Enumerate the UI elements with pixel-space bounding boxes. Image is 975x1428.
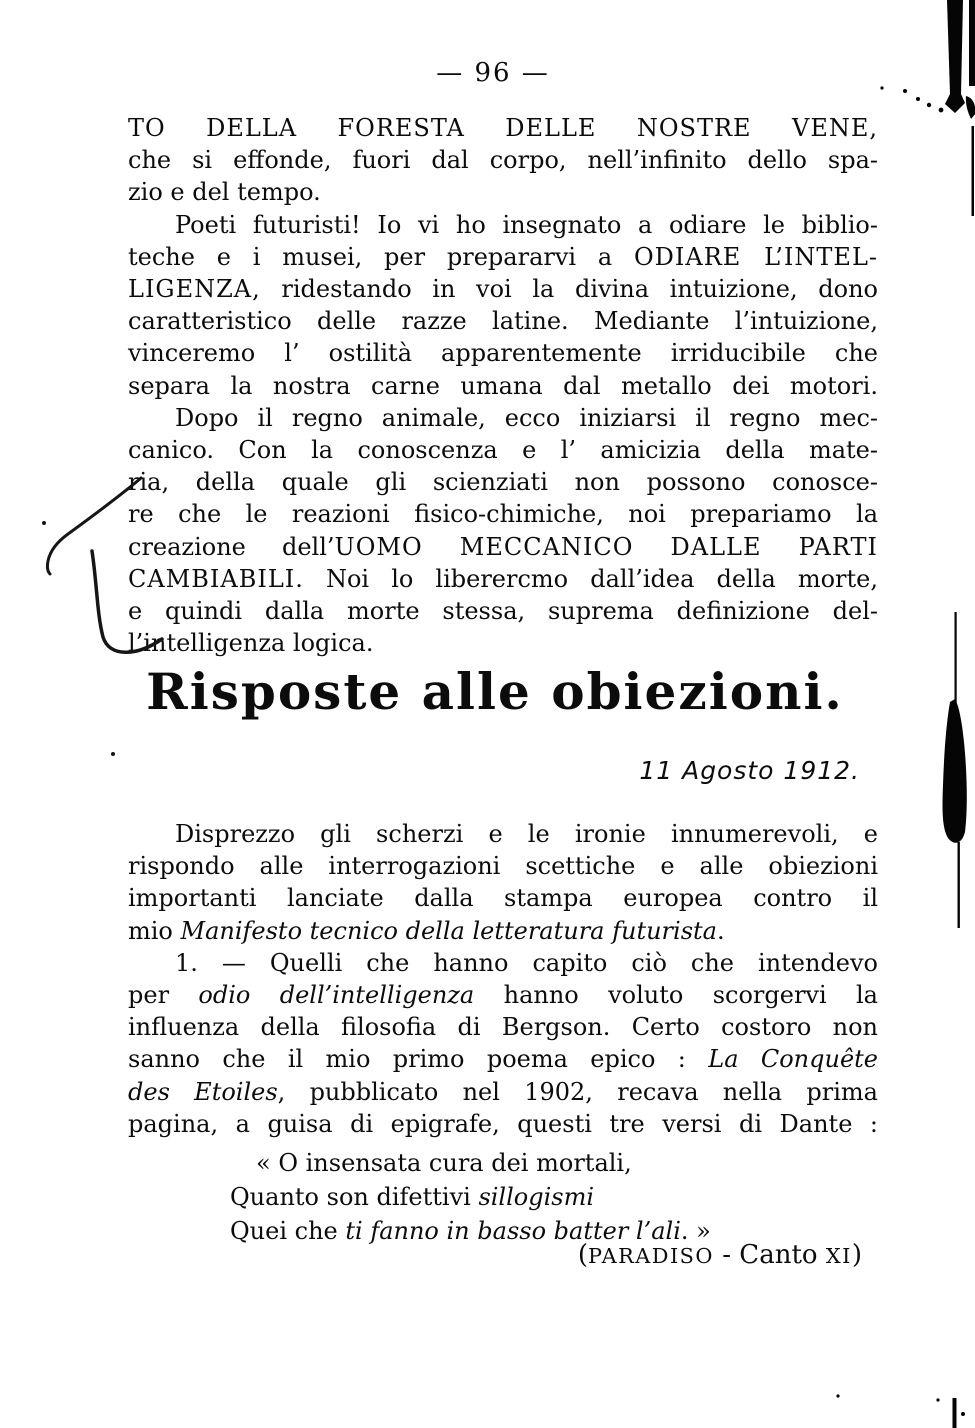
dante-quote: [230, 1146, 870, 1248]
quote-attribution: [128, 1240, 862, 1270]
text-line: sanno che il mio primo poema epico : La Conquête: [128, 1045, 878, 1074]
text-line: 1. — Quelli che hanno capito ciò che intendevo: [175, 948, 878, 977]
text-line: TO DELLA FORESTA DELLE NOSTRE VENE,: [128, 114, 878, 142]
text-line: Disprezzo gli scherzi e le ironie innumerevoli, e: [175, 820, 878, 848]
specks-bottom-right: [836, 1394, 965, 1428]
text-line: « O insensata cura dei mortali,: [256, 1149, 632, 1177]
text-line: e quindi dalla morte stessa, suprema definizione del-: [128, 597, 878, 626]
dateline: 11 Agosto 1912.: [639, 756, 860, 785]
text-line: Poeti futuristi! Io vi ho insegnato a odiare le biblio-: [175, 210, 878, 239]
text-line: caratteristico delle razze latine. Mediante l’intuizione,: [128, 307, 878, 336]
text-line: vinceremo l’ ostilità apparentemente irriducibile che: [128, 339, 878, 368]
text-line: Quei che ti fanno in basso batter l’ali. »: [230, 1217, 711, 1245]
text-line: zio e del tempo.: [128, 178, 321, 207]
text-line: mio Manifesto tecnico della letteratura futurista.: [128, 916, 725, 945]
text-line: (PARADISO - Canto XI): [577, 1240, 862, 1270]
text-line: Dopo il regno animale, ecco iniziarsi il regno mec-: [175, 403, 878, 432]
section-heading: Risposte alle obiezioni.: [146, 662, 844, 721]
text-line: per odio dell’intelligenza hanno voluto scorgervi la: [128, 981, 878, 1010]
paragraph-risposte: [128, 818, 878, 1140]
text-line: l’intelligenza logica.: [128, 629, 374, 658]
text-line: re che le reazioni fisico-chimiche, noi prepariamo la: [128, 500, 878, 529]
text-line: des Etoiles, pubblicato nel 1902, recava nella prima: [128, 1077, 878, 1106]
text-line: teche e i musei, per prepararvi a ODIARE L’INTEL-: [128, 242, 878, 271]
binding-mark-top-right: [880, 0, 975, 216]
text-line: rispondo alle interrogazioni scettiche e alle obiezioni: [128, 852, 878, 881]
ink-line-right-edge: [943, 612, 967, 928]
text-line: creazione dell’UOMO MECCANICO DALLE PARTI: [128, 532, 878, 561]
paragraph-futuristi: [128, 112, 878, 659]
text-line: importanti lanciate dalla stampa europea contro il: [128, 884, 878, 913]
text-line: che si effonde, fuori dal corpo, nell’infinito dello spa-: [128, 146, 878, 175]
page-number: — 96 —: [436, 58, 550, 88]
text-line: canico. Con la conoscenza e l’ amicizia della mate-: [128, 436, 878, 465]
text-line: CAMBIABILI. Noi lo liberercmo dall’idea della morte,: [128, 564, 878, 593]
text-line: pagina, a guisa di epigrafe, questi tre versi di Dante :: [128, 1109, 878, 1138]
text-line: Quanto son difettivi sillogismi: [230, 1183, 595, 1211]
text-line: LIGENZA, ridestando in voi la divina intuizione, dono: [128, 275, 878, 304]
text-line: separa la nostra carne umana dal metallo dei motori.: [128, 371, 878, 400]
text-line: ria, della quale gli scienziati non possono conosce-: [128, 468, 878, 497]
text-line: influenza della filosofia di Bergson. Certo costoro non: [128, 1013, 878, 1042]
